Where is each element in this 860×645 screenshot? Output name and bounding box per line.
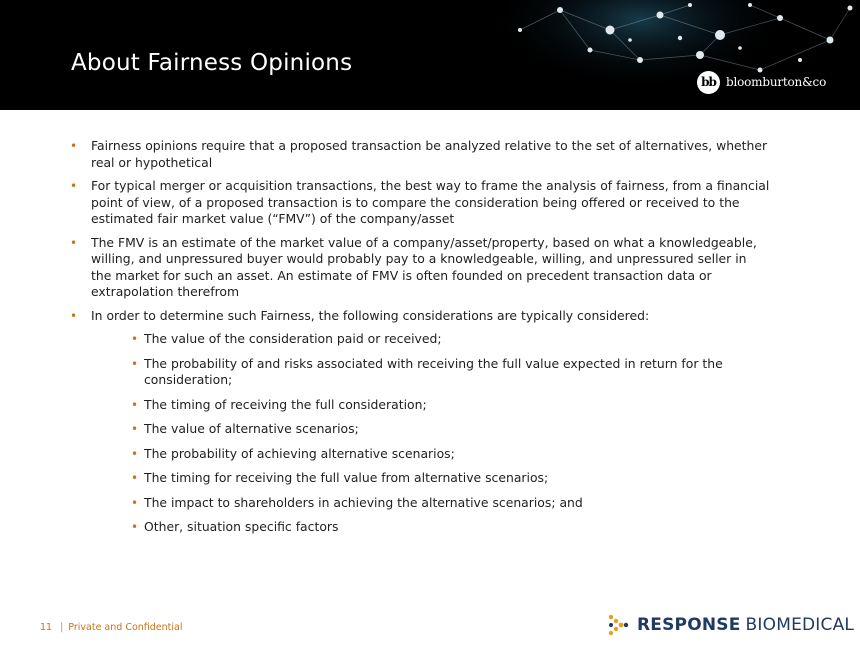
sub-bullet-item: • The probability of and risks associated with receiving the full value expected in return for the consideration; [124, 356, 770, 389]
slide-title: About Fairness Opinions [71, 50, 353, 76]
bullet-list [70, 138, 770, 536]
sub-bullet-item: • The impact to shareholders in achieving the alternative scenarios; and [124, 495, 770, 512]
bullet-item-with-sublist [70, 308, 770, 536]
logo-text-light: BIOMEDICAL [745, 615, 855, 635]
brand-logo [697, 69, 826, 95]
bullet-item: • Fairness opinions require that a proposed transaction be analyzed relative to the set of alternatives, whether real or hypothetical [70, 138, 770, 171]
footer-separator: | [60, 622, 64, 633]
brand-name: bloomburton&co [726, 75, 827, 89]
sub-bullet-item: • The value of alternative scenarios; [124, 421, 770, 438]
bullet-text: In order to determine such Fairness, the following considerations are typically considered: [91, 307, 650, 323]
sub-bullet-list [124, 331, 770, 536]
brand-mark-icon: bb [697, 71, 720, 94]
bullet-item: • The FMV is an estimate of the market value of a company/asset/property, based on what a knowledgeable, willing, and unpressured buyer would probably pay to a knowledgeable, willing, and unpressured seller in the market for such an asset. An estimate of FMV is often founded on precedent transaction data or extrapolation therefrom [70, 235, 770, 301]
slide-header [0, 0, 860, 110]
sub-bullet-item: • The timing for receiving the full value from alternative scenarios; [124, 470, 770, 487]
logo-text-bold: RESPONSE [637, 615, 741, 635]
page-number: 11 [40, 622, 53, 633]
sub-bullet-item: • The timing of receiving the full consideration; [124, 397, 770, 414]
bullet-item: • For typical merger or acquisition transactions, the best way to frame the analysis of fairness, from a financial point of view, of a proposed transaction is to compare the consideration being offered or received to the estimated fair market value (“FMV”) of the company/asset [70, 178, 770, 228]
sub-bullet-item: • The probability of achieving alternative scenarios; [124, 446, 770, 463]
sub-bullet-item: • The value of the consideration paid or received; [124, 331, 770, 348]
confidential-label: Private and Confidential [68, 622, 183, 633]
response-biomedical-logo [607, 614, 854, 636]
footer-info [40, 622, 183, 633]
sub-bullet-item: • Other, situation specific factors [124, 519, 770, 536]
dots-arrow-icon [607, 614, 629, 636]
slide-content [70, 138, 770, 544]
